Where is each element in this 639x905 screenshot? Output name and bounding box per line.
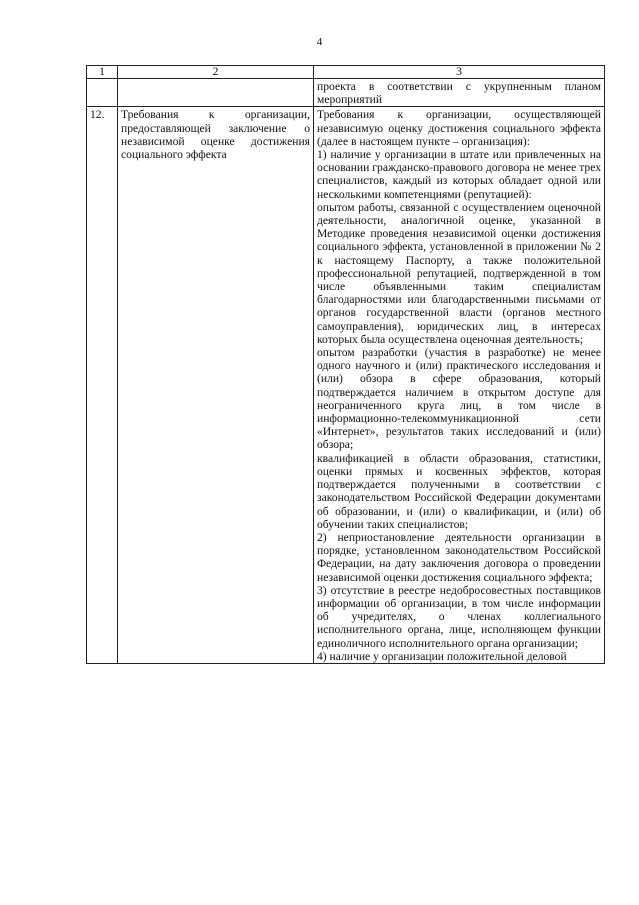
table-header-row bbox=[87, 66, 605, 79]
content-paragraph: 2) неприостановление деятельности организации в порядке, установленном законодательством Российской Федерации, на дату заключения договора о проведении независимой оценки достижения социального эффекта; bbox=[317, 530, 601, 584]
content-paragraph: 4) наличие у организации положительной деловой bbox=[317, 649, 567, 663]
content-paragraph: квалификацией в области образования, статистики, оценки прямых и косвенных эффектов, которая подтверждается полученными в соответствии с законодательством Российской Федерации документами об образовании, и (или) о квалификации, и (или) об обучении таких специалистов; bbox=[317, 451, 601, 531]
row-number bbox=[87, 79, 118, 107]
requirement-content bbox=[314, 107, 605, 664]
requirements-table bbox=[86, 65, 605, 664]
row-number: 12. bbox=[87, 107, 118, 664]
table-row bbox=[87, 79, 605, 107]
content-paragraph: 1) наличие у организации в штате или привлеченных на основании гражданско-правового договора не менее трех специалистов, каждый из которых обладает одной или несколькими компетенциями (репутацией): bbox=[317, 148, 601, 201]
content-paragraph: 3) отсутствие в реестре недобросовестных поставщиков информации об организации, в том числе информации об учредителях, о членах коллегиального исполнительного органа, лице, исполняющем функции единоличного исполнительного органа организации; bbox=[317, 583, 601, 650]
content-paragraph: опытом разработки (участия в разработке) не менее одного научного и (или) практического исследования и (или) обзора в сфере образования, который подтверждается наличием в открытом доступе для неограниченного круга лиц, в том числе в информационно-телекоммуникационной сети «Интернет», результатов таких исследований и (или) обзора; bbox=[317, 346, 601, 452]
header-col-1: 1 bbox=[87, 66, 118, 79]
content-paragraph: опытом работы, связанной с осуществлением оценочной деятельности, аналогичной оценке, указанной в Методике проведения независимой оценки достижения социального эффекта, установленной в приложении № 2 к настоящему Паспорту, а также положительной профессиональной репутацией, подтвержденной в том числе объявленными таким специалистам благодарностями или благодарственными письмами от органов государственной власти (органов местного самоуправления), юридических лиц, в интересах которых была осуществлена оценочная деятельность; bbox=[317, 200, 601, 346]
header-col-2: 2 bbox=[118, 66, 314, 79]
content-paragraph: Требования к организации, осуществляющей независимую оценку достижения социального эффекта (далее в настоящем пункте – организация): bbox=[317, 108, 601, 148]
requirement-content: проекта в соответствии с укрупненным планом мероприятий bbox=[314, 79, 605, 107]
requirement-name bbox=[118, 79, 314, 107]
page-number: 4 bbox=[316, 36, 323, 48]
requirement-name: Требования к организации, предоставляющей заключение о независимой оценке достижения социального эффекта bbox=[118, 107, 314, 664]
header-col-3: 3 bbox=[314, 66, 605, 79]
table-row bbox=[87, 107, 605, 664]
